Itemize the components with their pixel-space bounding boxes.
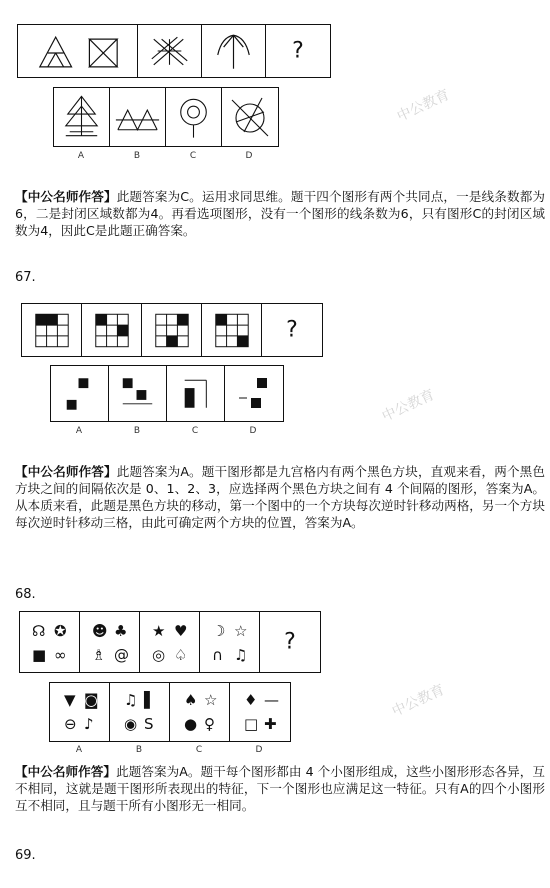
q68-opt-a-sym-1: ▼: [64, 691, 76, 709]
q68-options-strip: [49, 682, 291, 742]
watermark-2: 中公教育: [379, 386, 438, 425]
q68-opt-d-sym-3: □: [244, 715, 259, 733]
q68-option-a-figure: [50, 683, 110, 741]
q68-opt-c-sym-4: ♀: [204, 715, 215, 733]
q66-label-b: B: [133, 151, 141, 161]
q66-options-strip: [53, 87, 279, 147]
q67-stem-strip: [21, 303, 323, 357]
q66-stem-figure-1: [18, 25, 138, 77]
q67-answer: [15, 463, 545, 531]
q67-label-a: A: [75, 426, 83, 436]
q68-stem-figure-1: [20, 612, 80, 672]
q69-number: 69.: [15, 848, 36, 863]
q68-option-b-figure: [110, 683, 170, 741]
q68-label-b: B: [135, 745, 143, 755]
q66-question-mark: ?: [292, 38, 304, 64]
q68-opt-b-sym-3: ◉: [124, 715, 138, 733]
q67-stem-figure-2: [82, 304, 142, 356]
q66-label-d: D: [245, 151, 253, 161]
q68-stem-2-sym-4: @: [114, 646, 129, 664]
q68-stem-1-sym-1: ☊: [32, 622, 46, 640]
q68-stem-2-sym-2: ♣: [114, 622, 128, 640]
q68-stem-4-sym-2: ☆: [234, 622, 248, 640]
q67-option-b-figure: [109, 366, 167, 421]
watermark-1: 中公教育: [394, 86, 453, 125]
q66-option-d-figure: [222, 88, 278, 146]
q66-answer: [15, 188, 545, 239]
q66-stem-strip: [17, 24, 331, 78]
q67-label-c: C: [191, 426, 199, 436]
q68-label-a: A: [75, 745, 83, 755]
q67-stem-figure-3: [142, 304, 202, 356]
q68-stem-4-sym-3: ∩: [212, 646, 223, 664]
q67-answer-tag: 【中公名师作答】: [15, 464, 117, 479]
q68-opt-a-sym-3: ⊖: [64, 715, 77, 733]
q68-opt-a-sym-4: ♪: [84, 715, 94, 733]
q66-stem-figure-2: [138, 25, 202, 77]
q66-option-a-figure: [54, 88, 110, 146]
q68-option-d-figure: [230, 683, 290, 741]
q66-stem-figure-3: [202, 25, 266, 77]
q66-option-labels: [53, 151, 277, 161]
q68-stem-2-sym-1: ☻: [92, 622, 108, 640]
q68-answer-text: 此题答案为A。题干每个图形都由 4 个小图形组成，这些小图形形态各异，互不相同，这就是题干图形所表现出的特征，下一个图形也应满足这一特征。只有A的四个小图形互不相同，且与题干所有小图形无一相同。: [15, 764, 545, 813]
q68-label-c: C: [195, 745, 203, 755]
q67-stem-figure-4: [202, 304, 262, 356]
q66-label-c: C: [189, 151, 197, 161]
q67-options-strip: [50, 365, 284, 422]
q67-number: 67.: [15, 270, 36, 285]
q68-opt-c-sym-1: ♠: [184, 691, 198, 709]
q66-label-a: A: [77, 151, 85, 161]
q68-stem-question-cell: [260, 612, 320, 672]
q68-stem-1-sym-4: ∞: [54, 646, 67, 664]
q68-stem-3-sym-1: ★: [152, 622, 166, 640]
q68-opt-c-sym-3: ●: [184, 715, 198, 733]
q68-answer: [15, 763, 545, 814]
q68-stem-strip: [19, 611, 321, 673]
q68-stem-3-sym-2: ♥: [174, 622, 188, 640]
q68-stem-3-sym-3: ◎: [152, 646, 166, 664]
q67-stem-question-cell: [262, 304, 322, 356]
q68-question-mark: ?: [284, 629, 296, 655]
q67-option-c-figure: [167, 366, 225, 421]
q68-opt-d-sym-2: —: [264, 691, 279, 709]
q68-stem-4-sym-1: ☽: [212, 622, 226, 640]
q66-option-b-figure: [110, 88, 166, 146]
q68-opt-b-sym-2: ▌: [144, 691, 156, 709]
q68-opt-d-sym-1: ♦: [244, 691, 258, 709]
q67-option-a-figure: [51, 366, 109, 421]
q68-stem-1-sym-2: ✪: [54, 622, 67, 640]
q66-answer-text: 此题答案为C。运用求同思维。题干四个图形有两个共同点，一是线条数都为6，二是封闭区域数都为4。再看选项图形，没有一个图形的线条数为6，只有图形C的封闭区域数为4，因此C是此题正确答案。: [15, 189, 546, 238]
q68-opt-a-sym-2: ◙: [84, 691, 99, 709]
q68-stem-2-sym-3: ♗: [92, 646, 106, 664]
q67-option-labels: [50, 426, 282, 436]
q68-stem-figure-4: [200, 612, 260, 672]
q68-stem-figure-3: [140, 612, 200, 672]
q67-label-d: D: [249, 426, 257, 436]
watermark-3: 中公教育: [389, 681, 448, 720]
q68-option-labels: [49, 745, 289, 755]
q68-stem-3-sym-4: ♤: [174, 646, 188, 664]
q68-stem-4-sym-4: ♫: [234, 646, 248, 664]
q67-option-d-figure: [225, 366, 283, 421]
q68-opt-b-sym-1: ♫: [124, 691, 138, 709]
q68-opt-c-sym-2: ☆: [204, 691, 218, 709]
q66-answer-tag: 【中公名师作答】: [15, 189, 117, 204]
q68-stem-1-sym-3: ■: [32, 646, 47, 664]
q67-question-mark: ?: [286, 317, 298, 343]
q68-opt-d-sym-4: ✚: [264, 715, 277, 733]
q68-answer-tag: 【中公名师作答】: [15, 764, 117, 779]
q67-label-b: B: [133, 426, 141, 436]
q68-stem-figure-2: [80, 612, 140, 672]
q68-opt-b-sym-4: S: [144, 715, 154, 733]
q66-stem-question-cell: [266, 25, 330, 77]
q68-label-d: D: [255, 745, 263, 755]
q67-stem-figure-1: [22, 304, 82, 356]
q66-option-c-figure: [166, 88, 222, 146]
q67-answer-text: 此题答案为A。题干图形都是九宫格内有两个黑色方块，直观来看，两个黑色方块之间的间隔依次是 0、1、2、3，应选择两个黑色方块之间有 4 个间隔的图形，答案为A。从本质来看，此题是黑色方块的移动，第一个图中的一个方块每次逆时针移动两格，另一个方块每次逆时针移动三格，由此可确定两个方块的位置，答案为A。: [15, 464, 545, 530]
q68-option-c-figure: [170, 683, 230, 741]
q68-number: 68.: [15, 587, 36, 602]
